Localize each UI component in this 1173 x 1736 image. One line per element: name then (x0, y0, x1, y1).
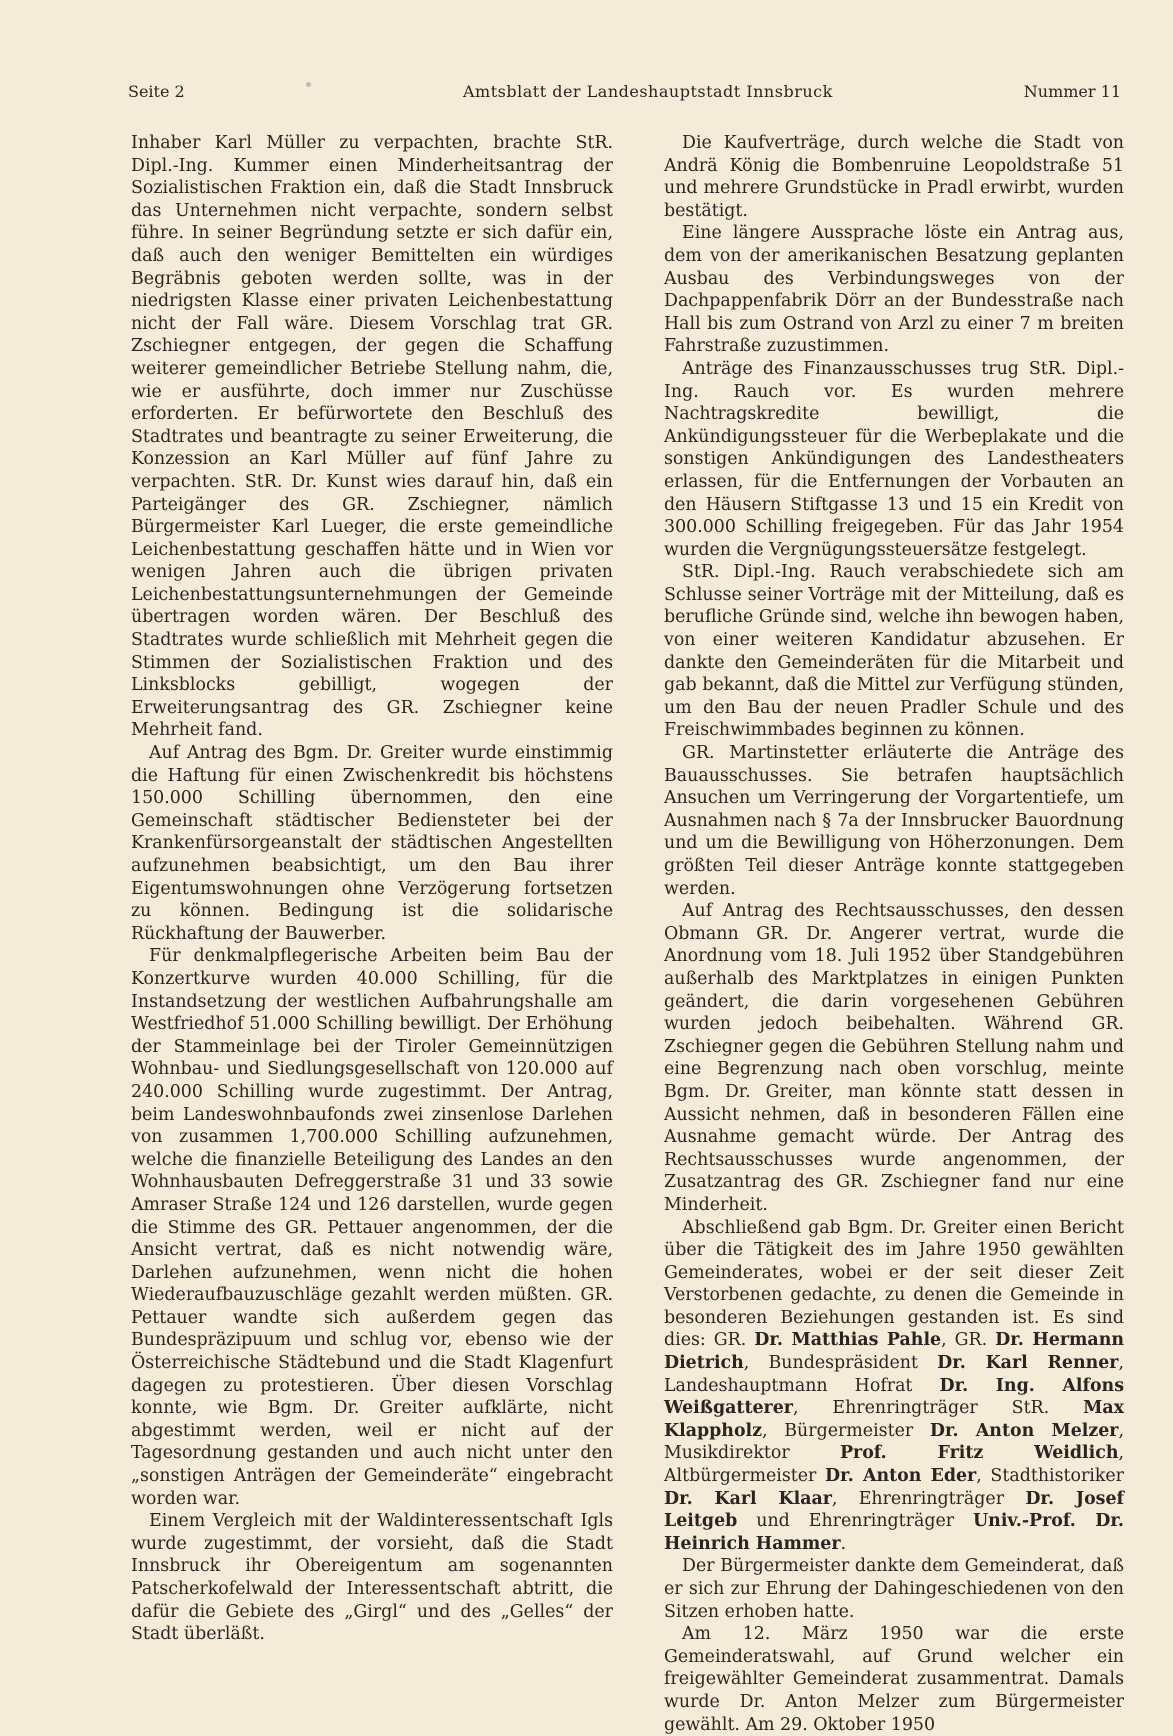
issue-number: Nummer 11 (1023, 82, 1121, 101)
text: , Landeshauptmann Hofrat (664, 1353, 1125, 1396)
text: , Altbürgermeister (664, 1443, 1124, 1487)
page-header (128, 82, 1121, 104)
name: Dr. Ing. Alfons Weißgatterer (664, 1375, 1124, 1419)
text: , Ehrenringträger (831, 1488, 1026, 1509)
text: und Ehrenringträger (737, 1511, 974, 1532)
paragraph: Die Kaufverträge, durch welche die Stadt von Andrä König die Bombenruine Leopoldstraße 51 und mehrere Grundstücke in Pradl erwirbt, wurden bestätigt. (664, 133, 1124, 221)
page-label: Seite 2 (128, 82, 185, 101)
paragraph: Anträge des Finanzausschusses trug StR. Dipl.-Ing. Rauch vor. Es wurden mehrere Nachtragskredite bewilligt, die Ankündigungssteuer für die Werbeplakate und die sonstigen Ankündigungen des Landestheaters erlassen, für die Entfernungen der Vorbauten an den Häusern Stiftgasse 13 und 15 ein Kredit von 300.000 Schilling freigegeben. Für das Jahr 1954 wurden die Vergnügungssteuersätze festgelegt. (664, 358, 1124, 560)
name: Dr. Matthias Pahle (754, 1330, 942, 1351)
paragraph: Am 12. März 1950 war die erste Gemeinderatswahl, auf Grund welcher ein freigewählter Gemeinderat zusammentrat. Damals wurde Dr. Anton Melzer zum Bürgermeister gewählt. Am 29. Oktober 1950 (664, 1624, 1124, 1735)
name: Prof. Fritz Weidlich (839, 1443, 1119, 1464)
name: Dr. Hermann Dietrich (664, 1330, 1124, 1374)
paragraph: StR. Dipl.-Ing. Rauch verabschiedete sich am Schlusse seiner Vorträge mit der Mitteilung, daß es berufliche Gründe sind, welche ihn bewogen haben, von einer weiteren Kandidatur abzusehen. Er dankte den Gemeinderäten für die Mitarbeit und gab bekannt, daß die Mittel zur Verfügung stünden, um den Bau der neuen Pradler Schule und des Freischwimmbades beginnen zu können. (664, 562, 1124, 741)
name: Dr. Anton Melzer (929, 1420, 1119, 1441)
right-column (664, 132, 1124, 1736)
text: , Musikdirektor (664, 1420, 1124, 1464)
name: Dr. Karl Renner (937, 1353, 1119, 1374)
paragraph: Für denkmalpflegerische Arbeiten beim Bau der Konzertkurve wurden 40.000 Schilling, für die Instandsetzung der westlichen Aufbahrungshalle am Westfriedhof 51.000 Schilling bewilligt. Der Erhöhung der Stammeinlage bei der Tiroler Gemeinnützigen Wohnbau- und Siedlungsgesellschaft von 120.000 auf 240.000 Schilling wurde zugestimmt. Der Antrag, beim Landeswohnbaufonds zwei zinsenlose Darlehen von zusammen 1,700.000 Schilling aufzunehmen, welche die finanzielle Beteiligung des Landes an den Wohnhausbauten Defreggerstraße 31 und 33 sowie Amraser Straße 124 und 126 darstellen, wurde gegen die Stimme des GR. Pettauer angenommen, der die Ansicht vertrat, daß es nicht notwendig wäre, Darlehen aufzunehmen, wenn nicht die hohen Wiederaufbauzuschläge gezahlt werden müßten. GR. Pettauer wandte sich außerdem gegen das Bundespräzipuum und schlug vor, ebenso wie der Österreichische Städtebund und die Stadt Klagenfurt dagegen zu protestieren. Über diesen Vorschlag konnte, wie Bgm. Dr. Greiter aufklärte, nicht abgestimmt werden, weil er nicht auf der Tagesordnung gestanden und auch nicht unter den „sonstigen Anträgen der Gemeinderäte“ eingebracht worden war. (131, 946, 613, 1509)
paragraph: Der Bürgermeister dankte dem Gemeinderat, daß er sich zur Ehrung der Dahingeschiedenen von den Sitzen erhoben hatte. (664, 1556, 1124, 1622)
paragraph-text: Abschließend gab Bgm. Dr. Greiter einen Bericht über die Tätigkeit des im Jahre 1950 gewählten Gemeinderates, wobei er der seit dieser Zeit Verstorbenen gedachte, zu denen die Gemeinde in besonderen Beziehungen gestanden ist. Es sind dies: GR. (664, 1217, 1124, 1351)
text: , GR. (941, 1330, 996, 1351)
paragraph: Eine längere Aussprache löste ein Antrag aus, dem von der amerikanischen Besatzung geplanten Ausbau des Verbindungsweges von der Dachpappenfabrik Dörr an der Bundesstraße nach Hall bis zum Ostrand von Arzl zu einer 7 m breiten Fahrstraße zuzustimmen. (664, 223, 1124, 357)
text: , Ehrenringträger StR. (792, 1398, 1084, 1419)
paragraph: Inhaber Karl Müller zu verpachten, brachte StR. Dipl.-Ing. Kummer einen Minderheitsantrag der Sozialistischen Fraktion ein, daß die Stadt Innsbruck das Unternehmen nicht verpachte, sondern selbst führe. In seiner Begründung setzte er sich dafür ein, daß auch den weniger Bemittelten ein würdiges Begräbnis geboten werden sollte, was in der niedrigsten Klasse einer privaten Leichenbestattung nicht der Fall wäre. Diesem Vorschlag trat GR. Zschiegner entgegen, der gegen die Schaffung weiterer gemeindlicher Betriebe Stellung nahm, die, wie er ausführte, doch immer nur Zuschüsse erforderten. Er befürwortete den Beschluß des Stadtrates und beantragte zu seiner Erweiterung, die Konzession an Karl Müller auf fünf Jahre zu verpachten. StR. Dr. Kunst wies darauf hin, daß ein Parteigänger des GR. Zschiegner, nämlich Bürgermeister Karl Lueger, die erste gemeindliche Leichenbestattung geschaffen hätte und in Wien vor wenigen Jahren auch die übrigen privaten Leichenbestattungsunternehmungen der Gemeinde übertragen worden wären. Der Beschluß des Stadtrates wurde schließlich mit Mehrheit gegen die Stimmen der Sozialistischen Fraktion und des Linksblocks gebilligt, wogegen der Erweiterungsantrag des GR. Zschiegner keine Mehrheit fand. (131, 133, 613, 741)
publication-title: Amtsblatt der Landeshauptstadt Innsbruck (463, 82, 833, 101)
paragraph: GR. Martinstetter erläuterte die Anträge des Bauausschusses. Sie betrafen hauptsächlich Ansuchen um Verringerung der Vorgartentiefe, um Ausnahmen nach § 7a der Innsbrucker Bauordnung und um die Bewilligung von Höherzonungen. Dem größten Teil dieser Anträge konnte stattgegeben werden. (664, 743, 1124, 899)
paragraph: Auf Antrag des Rechtsausschusses, den dessen Obmann GR. Dr. Angerer vertrat, wurde die Anordnung vom 18. Juli 1952 über Standgebühren außerhalb des Marktplatzes in einigen Punkten geändert, die darin vorgesehenen Gebühren wurden jedoch beibehalten. Während GR. Zschiegner gegen die Gebühren Stellung nahm und eine Begrenzung nach oben vorschlug, meinte Bgm. Dr. Greiter, man könnte statt dessen in Aussicht nehmen, daß in besonderen Fällen eine Ausnahme gemacht würde. Der Antrag des Rechtsausschusses wurde angenommen, der Zusatzantrag des GR. Zschiegner fand nur eine Minderheit. (664, 901, 1124, 1215)
left-column (131, 132, 613, 1646)
name: Dr. Anton Eder (825, 1466, 977, 1487)
text: , Bundespräsident (743, 1353, 938, 1374)
name: Univ.-Prof. Dr. Heinrich Hammer (664, 1511, 1124, 1554)
text: , Bürgermeister (762, 1420, 930, 1441)
paragraph-deceased-list (664, 1217, 1124, 1556)
paragraph: Auf Antrag des Bgm. Dr. Greiter wurde einstimmig die Haftung für einen Zwischenkredit bis höchstens 150.000 Schilling übernommen, den eine Gemeinschaft städtischer Bediensteter bei der Krankenfürsorgeanstalt der städtischen Angestellten aufzunehmen beabsichtigt, um den Bau ihrer Eigentumswohnungen ohne Verzögerung fortsetzen zu können. Bedingung ist die solidarische Rückhaftung der Bauwerber. (131, 743, 613, 944)
paragraph: Einem Vergleich mit der Waldinteressentschaft Igls wurde zugestimmt, der vorsieht, daß die Stadt Innsbruck ihr Obereigentum am sogenannten Patscherkofelwald der Interessentschaft abtritt, die dafür die Gebiete des „Girgl“ und des „Gelles“ der Stadt überläßt. (131, 1511, 613, 1645)
text: . (840, 1533, 847, 1554)
print-speck (306, 82, 311, 87)
name: Max Klappholz (664, 1398, 1124, 1441)
name: Dr. Josef Leitgeb (664, 1488, 1125, 1532)
name: Dr. Karl Klaar (664, 1488, 832, 1509)
text: , Stadthistoriker (976, 1466, 1124, 1487)
